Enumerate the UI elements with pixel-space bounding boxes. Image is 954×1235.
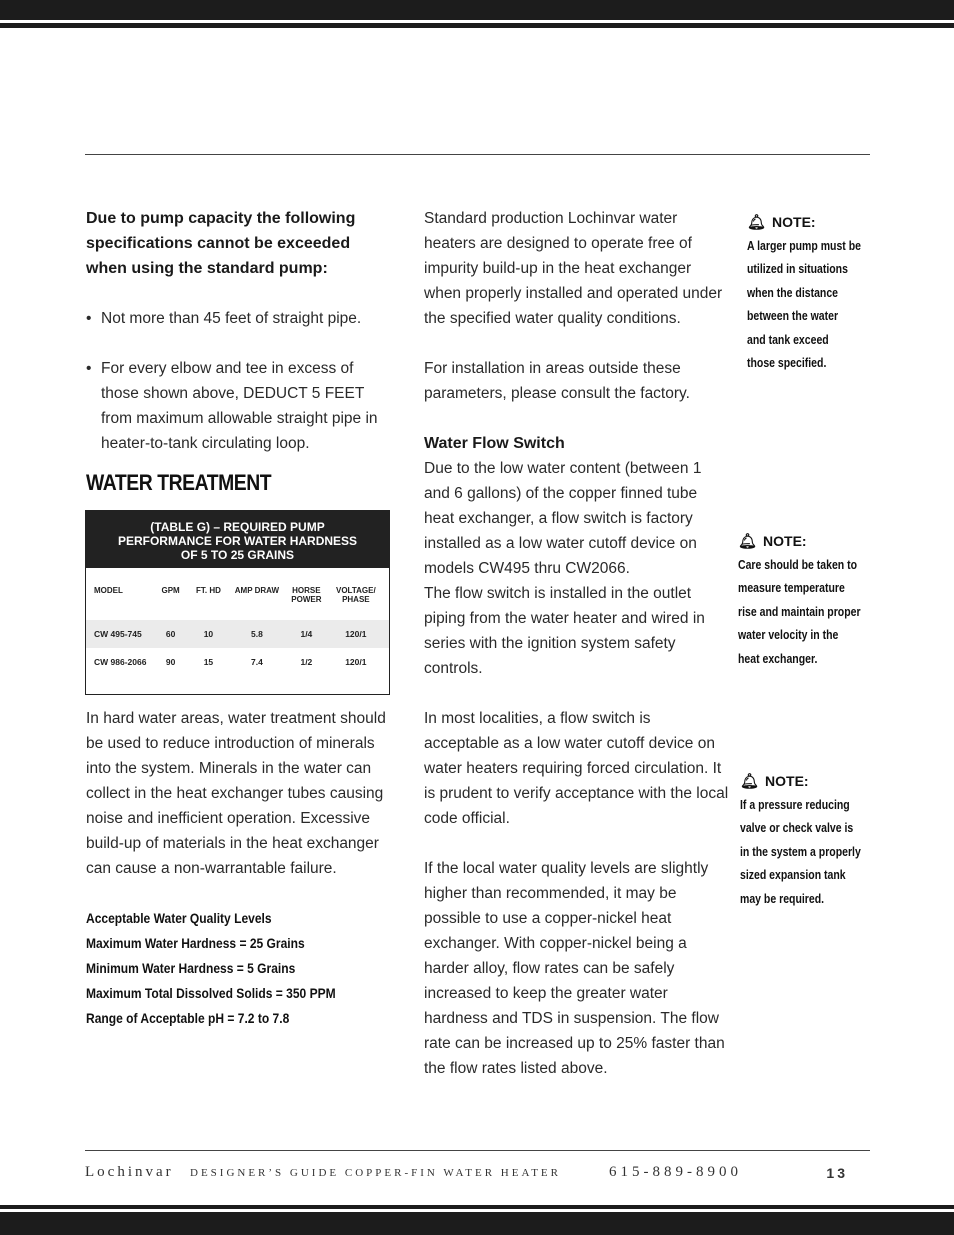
- cell-horse-power: 1/4: [300, 629, 313, 639]
- note-line: and tank exceed: [747, 332, 829, 347]
- note-title: [747, 212, 877, 232]
- paragraph: The flow switch is installed in the outlet piping from the water heater and wired in series with the ignition system safety controls.: [424, 585, 705, 677]
- footer-guide-title: DESIGNER’S GUIDE COPPER-FIN WATER HEATER: [190, 1167, 561, 1179]
- note-temperature-rise: [738, 531, 868, 671]
- note-bell-icon: 🔔︎: [738, 533, 758, 550]
- paragraph: For installation in areas outside these parameters, please consult the factory.: [424, 360, 690, 402]
- note-body: [740, 794, 861, 911]
- water-treatment-paragraph: In hard water areas, water treatment should be used to reduce introduction of minerals into the system. Minerals in the water can collect in the heat exchanger tubes causing noise and inefficient operation. Excessive build-up of materials in the heat exchanger can cause a non-warrantable failure.: [86, 710, 386, 877]
- cell-ft-hd: 15: [203, 657, 214, 667]
- table-row: [86, 648, 389, 676]
- note-line: rise and maintain proper: [738, 604, 861, 619]
- note-bell-icon: 🔔︎: [747, 214, 767, 231]
- table-title-line: (TABLE G) – REQUIRED PUMP: [150, 520, 325, 534]
- top-band: [0, 0, 954, 20]
- note-title-label: NOTE:: [765, 773, 809, 789]
- note-bell-icon: 🔔︎: [740, 773, 760, 790]
- paragraph: Standard production Lochinvar water heaters are designed to operate free of impurity build-up in the heat exchanger when properly installed and operated under the specified water quality conditions.: [424, 210, 723, 327]
- note-line: measure temperature: [738, 581, 845, 596]
- bullet-dot: •: [86, 360, 92, 377]
- table-title-line: OF 5 TO 25 GRAINS: [180, 548, 295, 562]
- col-gpm: GPM: [161, 586, 180, 595]
- note-line: may be required.: [740, 891, 825, 906]
- col-horse-power: [284, 586, 329, 620]
- page-footer: [85, 1164, 870, 1186]
- bullet-item: [86, 356, 386, 456]
- note-title: [740, 771, 870, 791]
- water-treatment-section: [86, 706, 386, 1031]
- col-ft-hd: FT. HD: [195, 586, 221, 595]
- middle-column: [424, 206, 729, 1081]
- quality-item: Maximum Total Dissolved Solids = 350 PPM: [86, 985, 336, 1001]
- quality-item: Range of Acceptable pH = 7.2 to 7.8: [86, 1010, 290, 1026]
- quality-heading: Acceptable Water Quality Levels: [86, 910, 272, 926]
- note-line: between the water: [747, 309, 839, 324]
- left-column: [86, 206, 386, 495]
- note-line: valve or check valve is: [740, 821, 854, 836]
- quality-item: Maximum Water Hardness = 25 Grains: [86, 935, 305, 951]
- note-line: those specified.: [747, 356, 827, 371]
- bullet-dot: •: [86, 310, 92, 327]
- cell-amp-draw: 7.4: [251, 657, 263, 667]
- note-line: If a pressure reducing: [740, 798, 850, 812]
- footer-rule: [85, 1150, 870, 1151]
- note-line: A larger pump must be: [747, 239, 861, 253]
- col-model: MODEL: [94, 586, 123, 595]
- note-line: water velocity in the: [738, 628, 839, 643]
- top-band-line: [0, 23, 954, 28]
- table-title: [86, 511, 389, 568]
- footer-phone: 615-889-8900: [609, 1164, 742, 1180]
- note-body: [747, 235, 861, 375]
- cell-voltage: 120/1: [345, 657, 367, 667]
- cell-horse-power: 1/2: [300, 657, 313, 667]
- cell-amp-draw: 5.8: [251, 629, 263, 639]
- note-title-label: NOTE:: [763, 533, 807, 549]
- bottom-band-line: [0, 1205, 954, 1209]
- cell-gpm: 90: [165, 657, 176, 667]
- note-larger-pump: [747, 212, 877, 375]
- col-voltage-phase: [329, 586, 383, 620]
- quality-item: Minimum Water Hardness = 5 Grains: [86, 960, 296, 976]
- paragraph: In most localities, a flow switch is acceptable as a low water cutoff device on water heaters requiring forced circulation. It is prudent to verify acceptance with the local code official.: [424, 710, 729, 827]
- col-voltage-line: PHASE: [342, 595, 370, 604]
- cell-gpm: 60: [165, 629, 176, 639]
- paragraph: If the local water quality levels are slightly higher than recommended, it may be possible to use a copper-nickel heat exchanger. With copper-nickel being a harder alloy, flow rates can be safely increased to keep the greater water hardness and TDS in suspension. The flow rate can be increased up to 25% faster than the flow rates listed above.: [424, 860, 725, 1077]
- bottom-band: [0, 1212, 954, 1235]
- note-line: utilized in situations: [747, 262, 848, 277]
- pump-intro: Due to pump capacity the following specifications cannot be exceeded when using the standard pump:: [86, 210, 356, 277]
- cell-model: CW 495-745: [94, 629, 142, 639]
- header-rule: [85, 154, 870, 155]
- col-horse-power-line: POWER: [291, 595, 322, 604]
- note-expansion-tank: [740, 771, 870, 911]
- note-line: when the distance: [747, 285, 839, 300]
- col-horse-power-line: HORSE: [292, 586, 321, 595]
- note-line: heat exchanger.: [738, 651, 818, 666]
- page-number: 13: [826, 1165, 848, 1181]
- note-line: in the system a properly: [740, 844, 861, 859]
- note-line: sized expansion tank: [740, 868, 846, 883]
- note-title: [738, 531, 868, 551]
- bullet-item: [86, 306, 386, 331]
- table-header-row: [86, 568, 389, 620]
- col-amp-draw: AMP DRAW: [234, 586, 280, 595]
- note-body: [738, 554, 861, 671]
- bullet-text: For every elbow and tee in excess of those shown above, DEDUCT 5 FEET from maximum allowable straight pipe in heater-to-tank circulating loop.: [101, 360, 378, 452]
- table-row: [86, 620, 389, 648]
- footer-brand: Lochinvar: [85, 1164, 174, 1180]
- flow-switch-heading: Water Flow Switch: [424, 435, 565, 452]
- cell-ft-hd: 10: [203, 629, 214, 639]
- bullet-text: Not more than 45 feet of straight pipe.: [101, 310, 362, 327]
- note-line: Care should be taken to: [738, 558, 858, 572]
- paragraph: Due to the low water content (between 1 and 6 gallons) of the copper finned tube heat exchanger, a flow switch is factory installed as a low water cutoff device on models CW495 thru CW2066.: [424, 460, 702, 577]
- cell-voltage: 120/1: [345, 629, 367, 639]
- water-treatment-heading: WATER TREATMENT: [86, 470, 272, 495]
- note-title-label: NOTE:: [772, 214, 816, 230]
- cell-model: CW 986-2066: [94, 657, 147, 667]
- table-title-line: PERFORMANCE FOR WATER HARDNESS: [117, 534, 358, 548]
- col-voltage-line: VOLTAGE/: [335, 586, 376, 595]
- pump-performance-table: [85, 510, 390, 695]
